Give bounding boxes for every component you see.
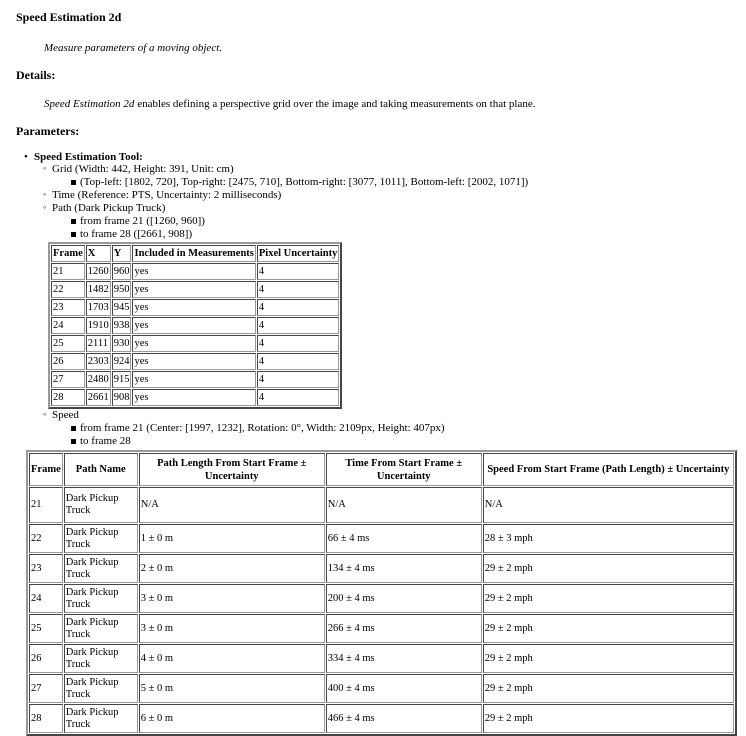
bullet-square-icon xyxy=(71,219,76,224)
table-cell: 2480 xyxy=(86,371,111,388)
path-from-item xyxy=(80,215,736,228)
bullet-disc-icon: • xyxy=(24,151,28,163)
table-cell: 3 ± 0 m xyxy=(139,584,325,613)
speed-from-item xyxy=(80,422,736,435)
table-cell: 4 ± 0 m xyxy=(139,644,325,673)
table-cell: 28 xyxy=(29,704,63,733)
table-cell: 2303 xyxy=(86,353,111,370)
table-cell: 930 xyxy=(112,335,132,352)
table-row xyxy=(29,524,734,553)
bullet-circle-icon: ◦ xyxy=(43,202,47,212)
table-cell: 2 ± 0 m xyxy=(139,554,325,583)
column-header: Time From Start Frame ± Uncertainty xyxy=(326,453,482,486)
path-text: Path (Dark Pickup Truck) xyxy=(52,202,166,214)
path-item xyxy=(43,202,736,409)
frames-table-body xyxy=(51,263,339,406)
table-cell: 24 xyxy=(29,584,63,613)
table-cell: Dark Pickup Truck xyxy=(64,644,138,673)
path-to-text: to frame 28 ([2661, 908]) xyxy=(80,228,193,240)
intro-text: Measure parameters of a moving object. xyxy=(44,42,223,54)
table-cell: 200 ± 4 ms xyxy=(326,584,482,613)
table-cell: 29 ± 2 mph xyxy=(483,614,734,643)
table-row xyxy=(51,317,339,334)
speed-text: Speed xyxy=(52,409,79,421)
table-cell: 334 ± 4 ms xyxy=(326,644,482,673)
table-cell: yes xyxy=(132,389,255,406)
frames-table-header-row xyxy=(51,245,339,262)
column-header: X xyxy=(86,245,111,262)
table-cell: N/A xyxy=(326,487,482,523)
grid-corners-text: (Top-left: [1802, 720], Top-right: [2475, 710], Bottom-right: [3077, 1011], Bottom-left: [2002, 1071]) xyxy=(80,176,529,188)
table-cell: 1910 xyxy=(86,317,111,334)
table-cell: N/A xyxy=(139,487,325,523)
details-heading: Details: xyxy=(16,68,56,82)
bullet-circle-icon: ◦ xyxy=(43,189,47,199)
column-header: Path Name xyxy=(64,453,138,486)
grid-corners-item xyxy=(80,176,736,189)
table-cell: 29 ± 2 mph xyxy=(483,644,734,673)
table-cell: 26 xyxy=(29,644,63,673)
grid-item xyxy=(43,163,736,189)
bullet-circle-icon: ◦ xyxy=(43,409,47,419)
column-header: Frame xyxy=(51,245,85,262)
table-cell: Dark Pickup Truck xyxy=(64,614,138,643)
table-cell: 400 ± 4 ms xyxy=(326,674,482,703)
table-cell: yes xyxy=(132,353,255,370)
grid-sub-list xyxy=(80,176,736,189)
path-from-text: from frame 21 ([1260, 960]) xyxy=(80,215,205,227)
table-cell: 66 ± 4 ms xyxy=(326,524,482,553)
table-cell: 266 ± 4 ms xyxy=(326,614,482,643)
column-header: Path Length From Start Frame ± Uncertainty xyxy=(139,453,325,486)
table-cell: Dark Pickup Truck xyxy=(64,524,138,553)
table-row xyxy=(51,389,339,406)
table-cell: Dark Pickup Truck xyxy=(64,487,138,523)
speed-from-text: from frame 21 (Center: [1997, 1232], Rotation: 0°, Width: 2109px, Height: 407px) xyxy=(80,422,445,434)
table-cell: 22 xyxy=(29,524,63,553)
grid-text: Grid (Width: 442, Height: 391, Unit: cm) xyxy=(52,163,234,175)
table-row xyxy=(29,487,734,523)
table-cell: 29 ± 2 mph xyxy=(483,584,734,613)
table-cell: 27 xyxy=(51,371,85,388)
table-cell: yes xyxy=(132,317,255,334)
table-cell: 28 xyxy=(51,389,85,406)
table-cell: 4 xyxy=(257,371,339,388)
table-cell: 4 xyxy=(257,317,339,334)
path-to-item xyxy=(80,228,736,241)
path-sub-list xyxy=(80,215,736,241)
speed-item xyxy=(31,409,736,736)
table-cell: 4 xyxy=(257,353,339,370)
bullet-square-icon xyxy=(71,426,76,431)
column-header: Pixel Uncertainty xyxy=(257,245,339,262)
table-cell: 5 ± 0 m xyxy=(139,674,325,703)
table-cell: 22 xyxy=(51,281,85,298)
table-row xyxy=(51,335,339,352)
table-row xyxy=(29,674,734,703)
table-cell: 908 xyxy=(112,389,132,406)
table-row xyxy=(51,353,339,370)
table-cell: 466 ± 4 ms xyxy=(326,704,482,733)
table-cell: 938 xyxy=(112,317,132,334)
table-cell: 2661 xyxy=(86,389,111,406)
parameters-list xyxy=(24,151,736,736)
table-cell: 1482 xyxy=(86,281,111,298)
table-cell: Dark Pickup Truck xyxy=(64,584,138,613)
details-body xyxy=(44,98,736,110)
table-cell: 1 ± 0 m xyxy=(139,524,325,553)
table-row xyxy=(29,584,734,613)
table-cell: 29 ± 2 mph xyxy=(483,554,734,583)
table-cell: yes xyxy=(132,281,255,298)
column-header: Frame xyxy=(29,453,63,486)
table-cell: 27 xyxy=(29,674,63,703)
column-header: Y xyxy=(112,245,132,262)
table-cell: 24 xyxy=(51,317,85,334)
table-row xyxy=(29,614,734,643)
table-cell: 4 xyxy=(257,389,339,406)
table-cell: yes xyxy=(132,263,255,280)
time-text: Time (Reference: PTS, Uncertainty: 2 milliseconds) xyxy=(52,189,282,201)
speed-to-item xyxy=(80,435,736,448)
details-tool-name: Speed Estimation 2d xyxy=(44,98,135,110)
table-row xyxy=(29,554,734,583)
bullet-square-icon xyxy=(71,180,76,185)
table-cell: Dark Pickup Truck xyxy=(64,704,138,733)
column-header: Speed From Start Frame (Path Length) ± Uncertainty xyxy=(483,453,734,486)
table-cell: 924 xyxy=(112,353,132,370)
table-cell: 29 ± 2 mph xyxy=(483,674,734,703)
table-row xyxy=(51,371,339,388)
table-cell: 3 ± 0 m xyxy=(139,614,325,643)
table-cell: 25 xyxy=(51,335,85,352)
table-cell: Dark Pickup Truck xyxy=(64,674,138,703)
table-cell: Dark Pickup Truck xyxy=(64,554,138,583)
frames-table xyxy=(48,242,342,409)
speed-table-header-row xyxy=(29,453,734,486)
table-cell: 950 xyxy=(112,281,132,298)
table-cell: 6 ± 0 m xyxy=(139,704,325,733)
table-row xyxy=(51,281,339,298)
table-cell: 1703 xyxy=(86,299,111,316)
speed-table-body xyxy=(29,487,734,733)
tool-label: Speed Estimation Tool: xyxy=(34,151,143,163)
table-cell: yes xyxy=(132,299,255,316)
table-cell: 23 xyxy=(29,554,63,583)
table-cell: 4 xyxy=(257,335,339,352)
table-cell: 945 xyxy=(112,299,132,316)
column-header: Included in Measurements xyxy=(132,245,255,262)
table-row xyxy=(29,704,734,733)
table-cell: 4 xyxy=(257,299,339,316)
details-text: enables defining a perspective grid over the image and taking measurements on that plane. xyxy=(134,98,536,110)
table-cell: N/A xyxy=(483,487,734,523)
bullet-square-icon xyxy=(71,232,76,237)
table-cell: 25 xyxy=(29,614,63,643)
bullet-square-icon xyxy=(71,439,76,444)
report-page xyxy=(16,10,736,736)
table-row xyxy=(51,299,339,316)
table-cell: 21 xyxy=(51,263,85,280)
bullet-circle-icon: ◦ xyxy=(43,163,47,173)
time-item xyxy=(43,189,736,202)
table-cell: 4 xyxy=(257,263,339,280)
table-cell: 4 xyxy=(257,281,339,298)
table-cell: 28 ± 3 mph xyxy=(483,524,734,553)
speed-sub-list xyxy=(80,422,736,448)
page-title: Speed Estimation 2d xyxy=(16,10,122,24)
table-cell: 915 xyxy=(112,371,132,388)
table-cell: yes xyxy=(132,335,255,352)
speed-to-text: to frame 28 xyxy=(80,435,131,447)
table-cell: 21 xyxy=(29,487,63,523)
table-cell: 960 xyxy=(112,263,132,280)
table-cell: 29 ± 2 mph xyxy=(483,704,734,733)
table-cell: yes xyxy=(132,371,255,388)
table-cell: 2111 xyxy=(86,335,111,352)
speed-estimation-tool-item xyxy=(24,151,736,736)
table-cell: 134 ± 4 ms xyxy=(326,554,482,583)
table-row xyxy=(29,644,734,673)
parameters-heading: Parameters: xyxy=(16,124,80,138)
table-cell: 23 xyxy=(51,299,85,316)
table-cell: 1260 xyxy=(86,263,111,280)
tool-sub-list xyxy=(31,163,736,736)
table-cell: 26 xyxy=(51,353,85,370)
table-row xyxy=(51,263,339,280)
speed-table xyxy=(26,450,737,736)
